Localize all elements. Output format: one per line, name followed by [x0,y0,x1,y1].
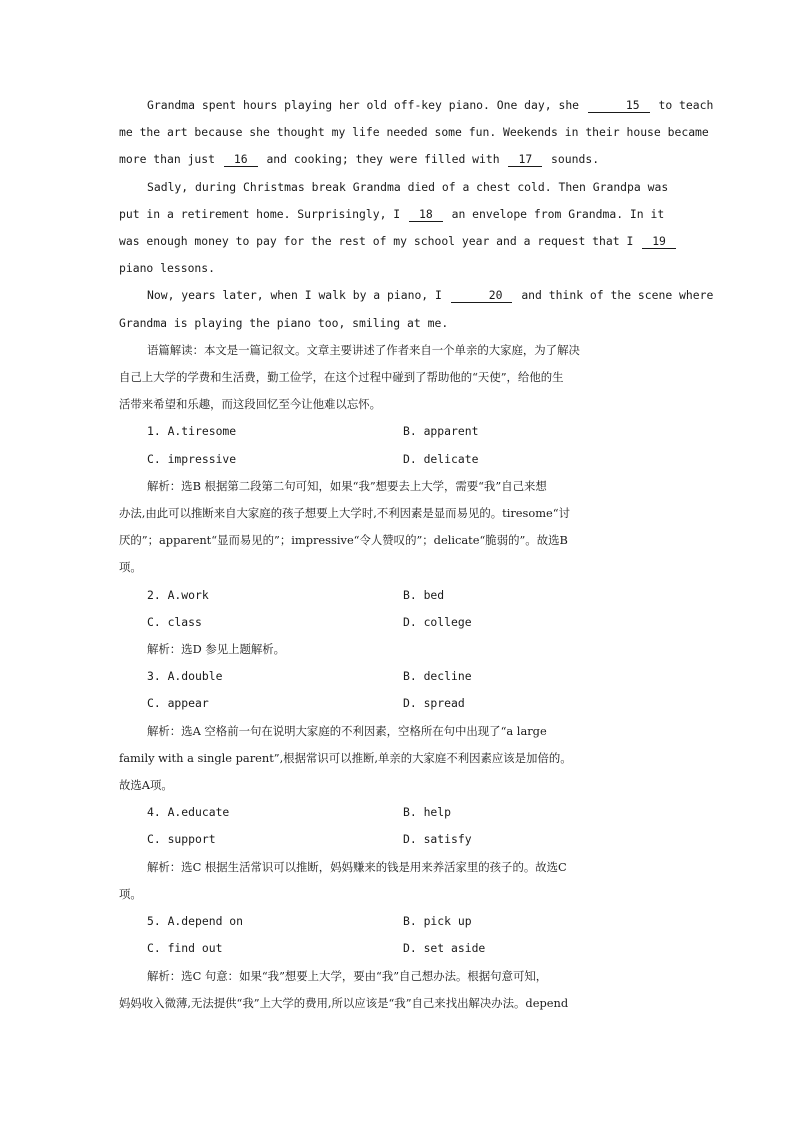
document-body [119,92,714,1017]
blank-18: 18 [409,207,443,222]
option-d: D. college [403,614,472,629]
text-run: to teach [651,98,714,112]
analysis-line: 办法,由此可以推断来自大家庭的孩子想要上大学时,不利因素是显而易见的。tiresome“讨 [119,506,570,521]
text-line [119,201,675,228]
passage-summary [119,337,675,419]
option-b: B. pick up [403,914,472,929]
analysis-line: 故选A项。 [119,778,173,793]
text-line: Sadly, during Christmas break Grandma died of a chest cold. Then Grandpa was [147,179,669,194]
analysis-line: 项。 [119,886,142,901]
question-4 [119,799,675,908]
analysis-line: 解析：选A 空格前一句在说明大家庭的不利因素，空格所在句中出现了“a large [147,723,547,738]
blank-20: 20 [451,288,513,303]
text-line [119,146,675,173]
text-run: Now, years later, when I walk by a piano, I [147,288,449,303]
option-d: D. satisfy [403,832,472,847]
analysis-line: family with a single parent”,根据常识可以推断,单亲的大家庭不利因素应该是加倍的。 [119,750,572,765]
analysis-line: 解析：选C 句意：如果“我”想要上大学，要由“我”自己想办法。根据句意可知， [147,968,548,983]
option-c: C. class [147,614,202,629]
option-row [119,609,675,636]
question-1 [119,418,675,581]
option-a: 3. A.double [147,669,223,684]
option-row [119,799,675,826]
analysis-line: 项。 [119,560,142,575]
option-row [119,446,675,473]
text-line: me the art because she thought my life needed some fun. Weekends in their house became [119,125,709,140]
analysis [119,963,675,1017]
text-line [119,282,714,309]
option-a: 4. A.educate [147,805,230,820]
option-a: 1. A.tiresome [147,424,237,439]
option-b: B. decline [403,669,472,684]
option-d: D. delicate [403,451,479,466]
text-run: was enough money to pay for the rest of my school year and a request that I [119,234,641,249]
analysis-line: 解析：选B 根据第二段第二句可知，如果“我”想要去上大学，需要“我”自己来想 [147,478,547,493]
text-line [119,92,714,119]
text-run: sounds. [544,152,600,167]
option-c: C. support [147,832,216,847]
text-line: Grandma is playing the piano too, smiling at me. [119,315,449,330]
text-run: Grandma spent hours playing her old off-key piano. One day, she [147,98,586,112]
option-d: D. spread [403,696,465,711]
text-run: put in a retirement home. Surprisingly, I [119,206,408,221]
analysis [119,718,675,800]
text-line: 自己上大学的学费和生活费，勤工俭学，在这个过程中碰到了帮助他的“天使”，给他的生 [119,370,564,385]
text-line [119,228,675,255]
option-row [119,935,675,962]
option-c: C. impressive [147,451,237,466]
question-2 [119,582,675,664]
blank-19: 19 [642,234,676,249]
question-3 [119,663,675,799]
analysis-line: 妈妈收入微薄,无法提供“我”上大学的费用,所以应该是“我”自己来找出解决办法。depend [119,995,569,1010]
option-b: B. bed [403,587,445,602]
question-5 [119,908,675,1017]
text-run: more than just [119,152,222,167]
passage-paragraph-2 [119,174,675,283]
option-row [119,418,675,445]
option-c: C. find out [147,941,223,956]
text-line: piano lessons. [119,261,216,276]
analysis-line: 解析：选D 参见上题解析。 [147,642,286,657]
passage-paragraph-1 [119,92,714,174]
option-row [119,663,675,690]
blank-16: 16 [224,152,258,167]
text-line: 语篇解读：本文是一篇记叙文。文章主要讲述了作者来自一个单亲的大家庭，为了解决 [147,342,580,357]
passage-paragraph-3 [119,282,714,336]
analysis-line: 解析：选C 根据生活常识可以推断，妈妈赚来的钱是用来养活家里的孩子的。故选C [147,859,567,874]
option-row [119,908,675,935]
option-row [119,582,675,609]
analysis [119,636,675,663]
option-b: B. help [403,805,452,820]
option-b: B. apparent [403,424,479,439]
text-run: an envelope from Grandma. In it [444,206,665,221]
text-run: and think of the scene where [514,288,714,303]
analysis-line: 厌的”；apparent“显而易见的”；impressive“令人赞叹的”；delicate“脆弱的”。故选B [119,533,568,548]
option-a: 5. A.depend on [147,914,244,929]
option-d: D. set aside [403,941,486,956]
option-row [119,826,675,853]
text-run: and cooking; they were filled with [259,152,507,167]
option-c: C. appear [147,696,209,711]
text-line: 活带来希望和乐趣，而这段回忆至今让他难以忘怀。 [119,397,381,412]
analysis [119,854,675,908]
option-a: 2. A.work [147,587,209,602]
blank-15: 15 [588,98,650,113]
blank-17: 17 [508,152,542,167]
analysis [119,473,675,582]
option-row [119,690,675,717]
